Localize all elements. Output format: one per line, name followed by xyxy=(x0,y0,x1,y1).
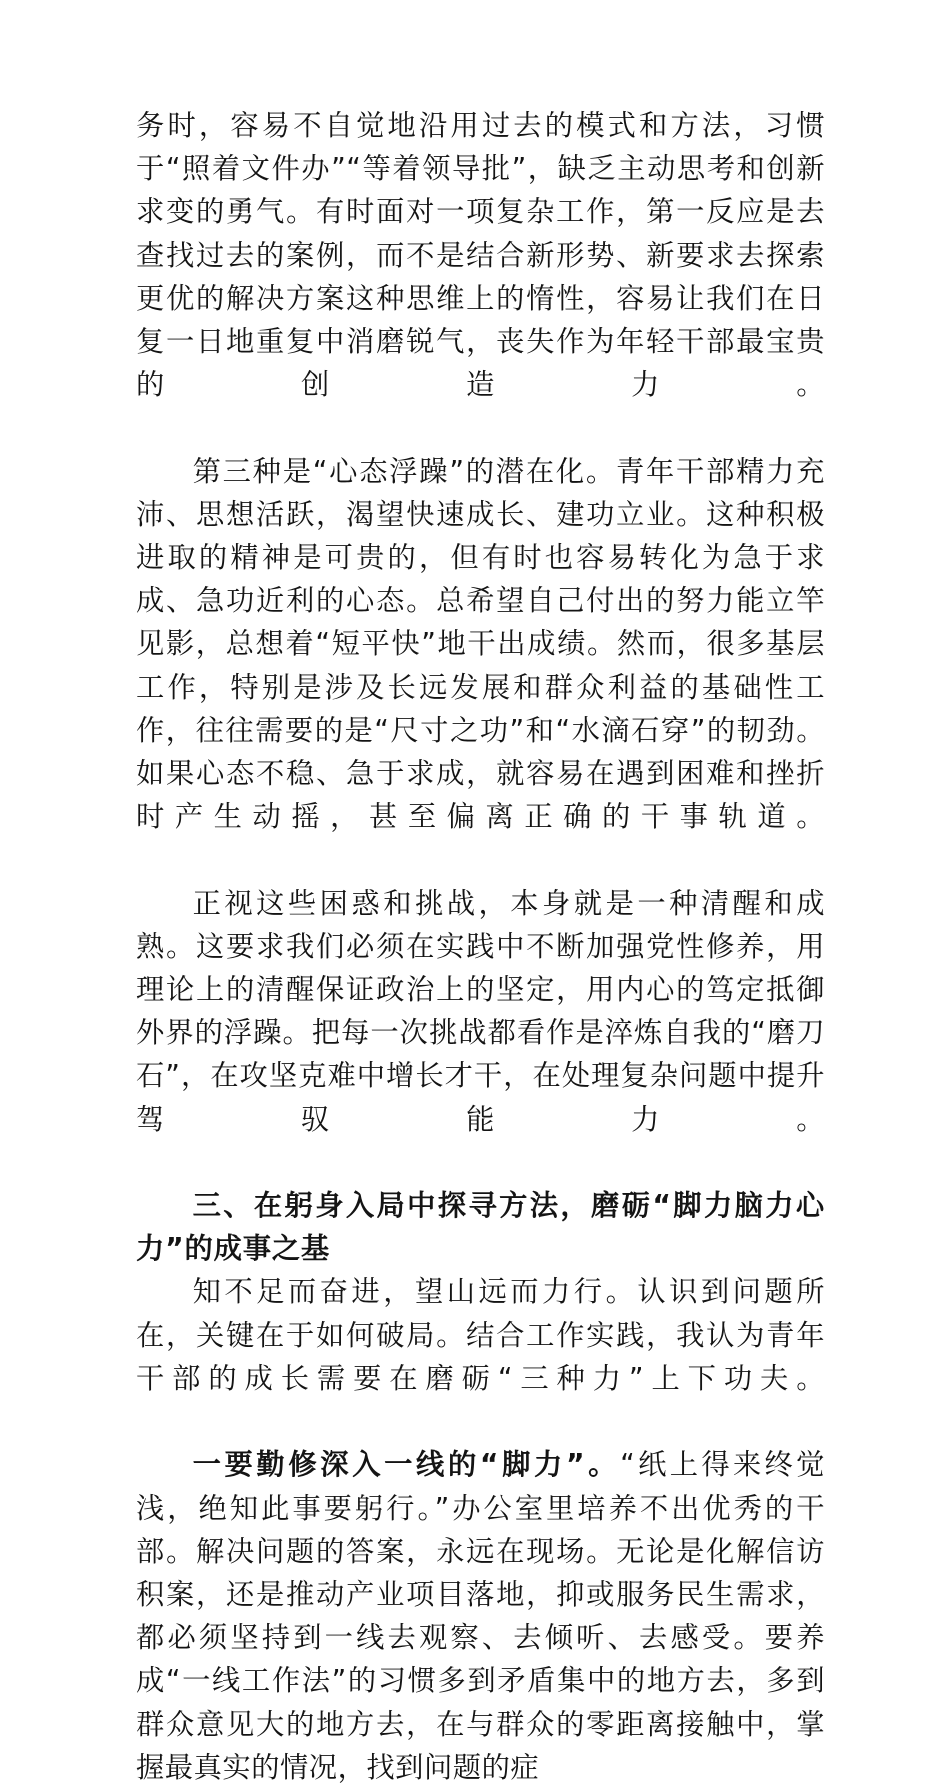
paragraph-foot-power-text: “纸上得来终觉浅，绝知此事要躬行。”办公室里培养不出优秀的干部。解决问题的答案，永远在现场。无论是化解信访积案，还是推动产业项目落地，抑或服务民生需求，都必须坚持到一线去观察、去倾听、去感受。要养成“一线工作法”的习惯多到矛盾集中的地方去，多到群众意见大的地方去，在与群众的零距离接触中，掌握最真实的情况，找到问题的症 xyxy=(136,1448,825,1784)
paragraph-foot-power xyxy=(136,1443,825,1789)
section-heading-three: 三、在躬身入局中探寻方法，磨砺“脚力脑力心力”的成事之基 xyxy=(136,1189,825,1266)
paragraph-continuation: 务时，容易不自觉地沿用过去的模式和方法，习惯于“照着文件办”“等着领导批”，缺乏主动思考和创新求变的勇气。有时面对一项复杂工作，第一反应是去查找过去的案例，而不是结合新形势、新要求去探索更优的解决方案这种思维上的惰性，容易让我们在日复一日地重复中消磨锐气，丧失作为年轻干部最宝贵的创造力。 xyxy=(136,109,825,402)
paragraph-facing-challenges: 正视这些困惑和挑战，本身就是一种清醒和成熟。这要求我们必须在实践中不断加强党性修养，用理论上的清醒保证政治上的坚定，用内心的笃定抵御外界的浮躁。把每一次挑战都看作是淬炼自我的“磨刀石”，在攻坚克难中增长才干，在处理复杂问题中提升驾驭能力。 xyxy=(136,886,825,1136)
document-body xyxy=(136,104,825,1789)
lead-in-foot-power: 一要勤修深入一线的“脚力”。 xyxy=(192,1448,621,1482)
paragraph-three-abilities: 知不足而奋进，望山远而力行。认识到问题所在，关键在于如何破局。结合工作实践，我认为青年干部的成长需要在磨砺“三种力”上下功夫。 xyxy=(136,1275,825,1395)
paragraph-third-type: 第三种是“心态浮躁”的潜在化。青年干部精力充沛、思想活跃，渴望快速成长、建功立业。这种积极进取的精神是可贵的，但有时也容易转化为急于求成、急功近利的心态。总希望自己付出的努力能立竿见影，总想着“短平快”地干出成绩。然而，很多基层工作，特别是涉及长远发展和群众利益的基础性工作，往往需要的是“尺寸之功”和“水滴石穿”的韧劲。如果心态不稳、急于求成，就容易在遇到困难和挫折时产生动摇，甚至偏离正确的干事轨道。 xyxy=(136,454,825,834)
